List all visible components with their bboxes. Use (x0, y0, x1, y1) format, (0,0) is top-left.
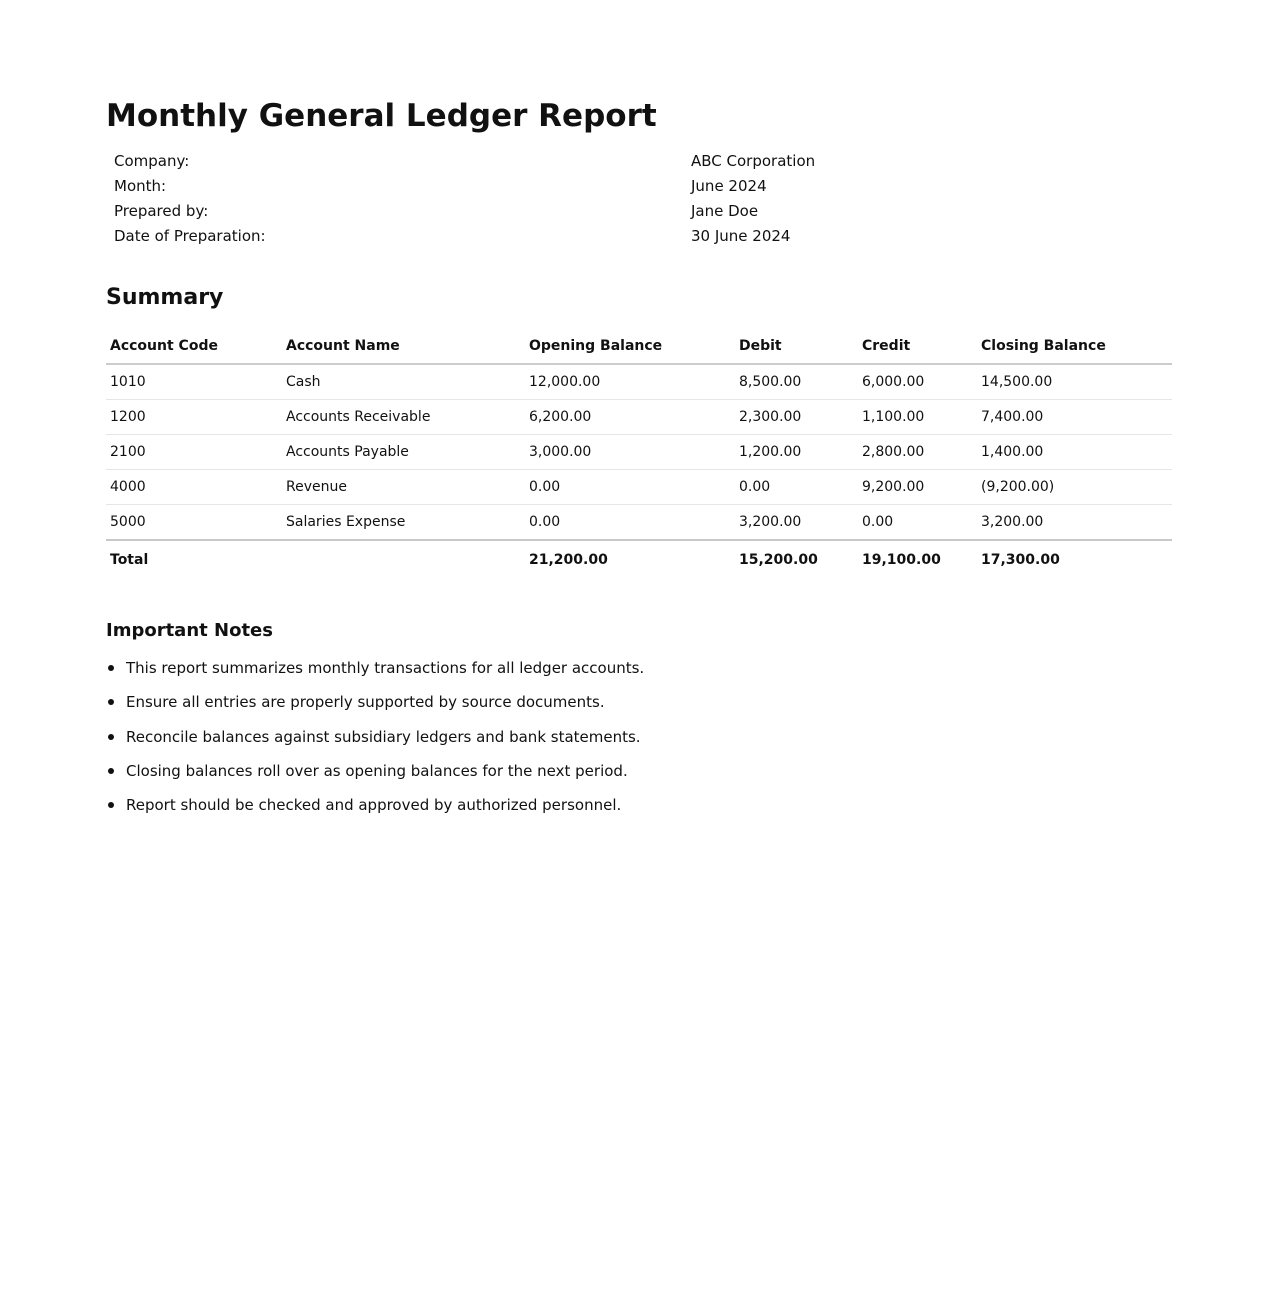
table-row (106, 470, 1172, 505)
opening-balance-cell: 0.00 (525, 470, 735, 505)
meta-value: 30 June 2024 (691, 226, 791, 245)
list-item (106, 788, 1172, 822)
total-credit: 19,100.00 (862, 552, 941, 568)
total-empty-cell (282, 540, 525, 579)
table-row (106, 435, 1172, 470)
account-name-cell: Accounts Receivable (282, 400, 525, 435)
debit-cell: 0.00 (735, 470, 858, 505)
opening-balance-cell: 0.00 (525, 505, 735, 541)
table-header-row (106, 329, 1172, 364)
list-item (106, 685, 1172, 719)
total-opening-balance: 21,200.00 (529, 552, 608, 568)
credit-cell: 9,200.00 (858, 470, 977, 505)
total-closing-balance: 17,300.00 (981, 552, 1060, 568)
report-meta (106, 148, 1172, 248)
account-name-cell: Cash (282, 364, 525, 400)
meta-label: Month: (114, 176, 167, 195)
table-row (106, 400, 1172, 435)
page-title: Monthly General Ledger Report (106, 98, 657, 134)
account-code-cell: 2100 (106, 435, 282, 470)
column-header: Credit (858, 329, 977, 364)
meta-label: Date of Preparation: (114, 226, 266, 245)
note-text: This report summarizes monthly transactions for all ledger accounts. (126, 659, 645, 677)
table-row (106, 505, 1172, 541)
bullet-icon (108, 734, 114, 740)
meta-label: Prepared by: (114, 201, 209, 220)
summary-heading: Summary (106, 285, 224, 310)
meta-row-date (106, 223, 1172, 248)
opening-balance-cell: 12,000.00 (525, 364, 735, 400)
opening-balance-cell: 6,200.00 (525, 400, 735, 435)
opening-balance-cell: 3,000.00 (525, 435, 735, 470)
column-header: Closing Balance (977, 329, 1172, 364)
debit-cell: 1,200.00 (735, 435, 858, 470)
account-code-cell: 1010 (106, 364, 282, 400)
column-header: Account Name (282, 329, 525, 364)
column-header: Opening Balance (525, 329, 735, 364)
account-name-cell: Accounts Payable (282, 435, 525, 470)
meta-row-company (106, 148, 1172, 173)
list-item (106, 754, 1172, 788)
account-code-cell: 5000 (106, 505, 282, 541)
report (106, 92, 1172, 822)
note-text: Closing balances roll over as opening balances for the next period. (126, 761, 628, 780)
closing-balance-cell: (9,200.00) (977, 470, 1172, 505)
table-row (106, 364, 1172, 400)
meta-value: June 2024 (691, 176, 767, 195)
closing-balance-cell: 3,200.00 (977, 505, 1172, 541)
note-text: Report should be checked and approved by authorized personnel. (126, 796, 622, 815)
list-item (106, 651, 1172, 685)
meta-value: ABC Corporation (691, 151, 816, 170)
credit-cell: 6,000.00 (858, 364, 977, 400)
meta-value: Jane Doe (691, 201, 759, 220)
account-code-cell: 4000 (106, 470, 282, 505)
account-name-cell: Salaries Expense (282, 505, 525, 541)
debit-cell: 3,200.00 (735, 505, 858, 541)
closing-balance-cell: 1,400.00 (977, 435, 1172, 470)
credit-cell: 2,800.00 (858, 435, 977, 470)
ledger-table (106, 329, 1172, 579)
note-text: Reconcile balances against subsidiary ledgers and bank statements. (126, 727, 641, 746)
column-header: Account Code (106, 329, 282, 364)
bullet-icon (108, 802, 114, 808)
total-debit: 15,200.00 (739, 552, 818, 568)
notes-heading: Important Notes (106, 620, 273, 641)
bullet-icon (108, 699, 114, 705)
list-item (106, 720, 1172, 754)
total-row (106, 540, 1172, 579)
meta-label: Company: (114, 151, 190, 170)
note-text: Ensure all entries are properly supported by source documents. (126, 693, 605, 712)
bullet-icon (108, 665, 114, 671)
total-label: Total (110, 552, 149, 568)
credit-cell: 1,100.00 (858, 400, 977, 435)
closing-balance-cell: 14,500.00 (977, 364, 1172, 400)
debit-cell: 2,300.00 (735, 400, 858, 435)
bullet-icon (108, 768, 114, 774)
account-name-cell: Revenue (282, 470, 525, 505)
notes-list (106, 651, 1172, 822)
closing-balance-cell: 7,400.00 (977, 400, 1172, 435)
account-code-cell: 1200 (106, 400, 282, 435)
meta-row-month (106, 173, 1172, 198)
debit-cell: 8,500.00 (735, 364, 858, 400)
column-header: Debit (735, 329, 858, 364)
credit-cell: 0.00 (858, 505, 977, 541)
meta-row-prepared-by (106, 198, 1172, 223)
